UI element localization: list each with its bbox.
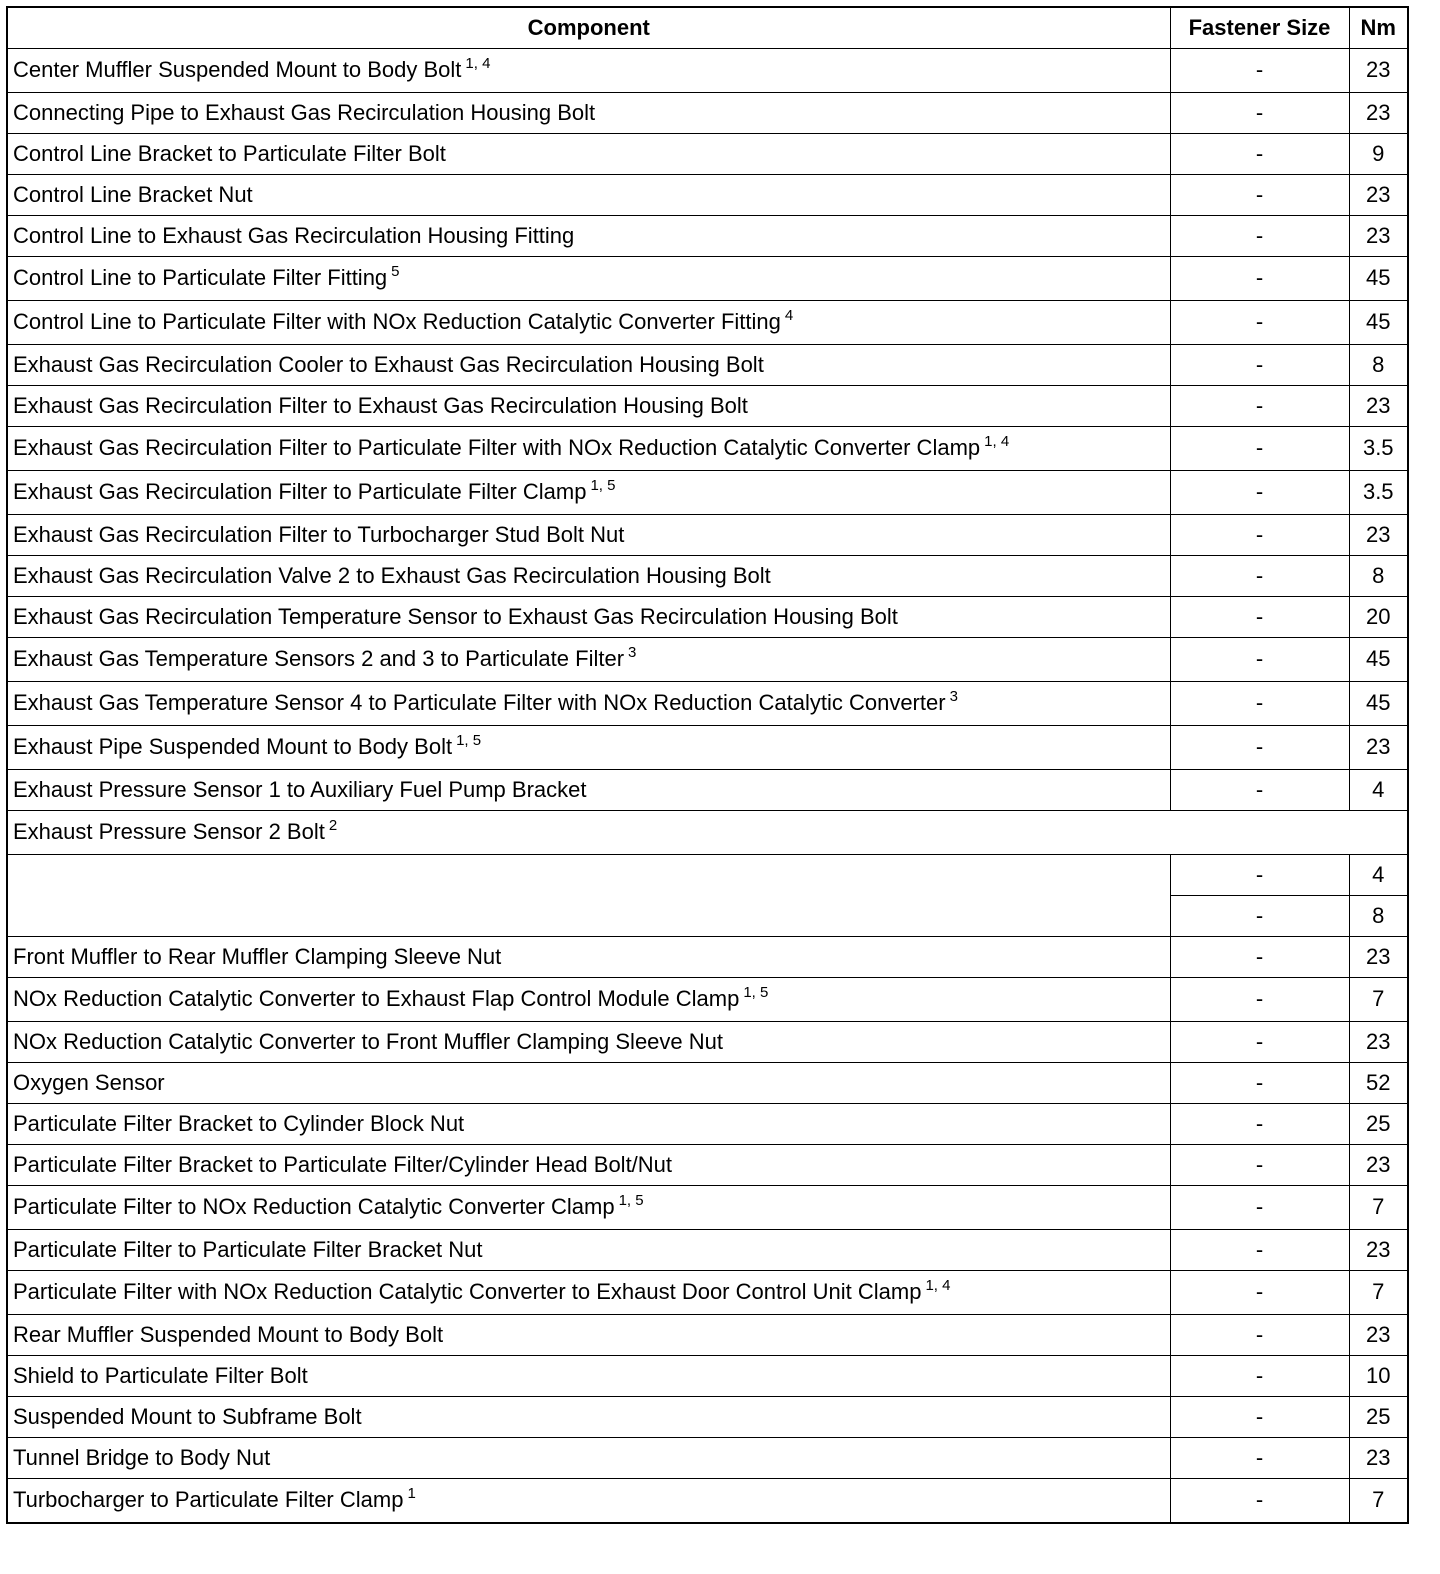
group-component-cell <box>7 811 1408 855</box>
fastener-size-cell: - <box>1170 134 1349 175</box>
table-row <box>7 471 1408 515</box>
table-row <box>7 386 1408 427</box>
footnote-ref: 3 <box>628 644 637 662</box>
footnote-ref: 5 <box>391 263 400 281</box>
nm-cell: 45 <box>1349 638 1408 682</box>
footnote-ref: 3 <box>949 688 958 706</box>
fastener-size-cell: - <box>1170 1230 1349 1271</box>
fastener-size-cell: - <box>1170 49 1349 93</box>
fastener-size-cell: - <box>1170 855 1349 896</box>
table-row <box>7 1271 1408 1315</box>
component-cell <box>7 257 1170 301</box>
fastener-size-cell: - <box>1170 726 1349 770</box>
header-fastener-size: Fastener Size <box>1170 7 1349 49</box>
component-cell <box>7 175 1170 216</box>
table-row <box>7 134 1408 175</box>
fastener-size-cell: - <box>1170 597 1349 638</box>
table-row <box>7 1397 1408 1438</box>
table-body <box>7 49 1408 1524</box>
fastener-size-cell: - <box>1170 937 1349 978</box>
table-row <box>7 1063 1408 1104</box>
nm-cell: 8 <box>1349 556 1408 597</box>
component-text: Control Line to Exhaust Gas Recirculation Housing Fitting <box>13 222 575 248</box>
component-cell <box>7 1022 1170 1063</box>
component-cell <box>7 93 1170 134</box>
table-row <box>7 345 1408 386</box>
component-cell <box>7 726 1170 770</box>
table-row <box>7 1104 1408 1145</box>
nm-cell: 52 <box>1349 1063 1408 1104</box>
component-cell <box>7 770 1170 811</box>
component-cell <box>7 427 1170 471</box>
component-text: Turbocharger to Particulate Filter Clamp <box>13 1487 404 1513</box>
component-text: Shield to Particulate Filter Bolt <box>13 1362 308 1388</box>
component-cell <box>7 1479 1170 1524</box>
fastener-size-cell: - <box>1170 1145 1349 1186</box>
component-text: Exhaust Gas Recirculation Filter to Particulate Filter with NOx Reduction Catalytic Converter Clamp <box>13 435 981 461</box>
table-row <box>7 597 1408 638</box>
footnote-ref: 1, 4 <box>925 1277 951 1295</box>
nm-cell: 7 <box>1349 1186 1408 1230</box>
component-cell <box>7 471 1170 515</box>
component-text: Exhaust Pipe Suspended Mount to Body Bolt <box>13 734 453 760</box>
component-cell <box>7 937 1170 978</box>
torque-spec-table-wrapper <box>6 6 1409 1524</box>
component-text: Control Line to Particulate Filter Fitting <box>13 265 388 291</box>
nm-cell: 10 <box>1349 1356 1408 1397</box>
fastener-size-cell: - <box>1170 1438 1349 1479</box>
component-text: Exhaust Gas Recirculation Cooler to Exhaust Gas Recirculation Housing Bolt <box>13 351 764 377</box>
table-row <box>7 93 1408 134</box>
nm-cell: 25 <box>1349 1397 1408 1438</box>
component-cell <box>7 1356 1170 1397</box>
nm-cell: 3.5 <box>1349 427 1408 471</box>
table-row <box>7 257 1408 301</box>
nm-cell: 23 <box>1349 1022 1408 1063</box>
component-cell <box>7 1315 1170 1356</box>
component-text: Suspended Mount to Subframe Bolt <box>13 1403 362 1429</box>
fastener-size-cell: - <box>1170 978 1349 1022</box>
component-cell <box>7 301 1170 345</box>
component-text: Particulate Filter with NOx Reduction Catalytic Converter to Exhaust Door Control Unit Clamp <box>13 1279 922 1305</box>
fastener-size-cell: - <box>1170 515 1349 556</box>
fastener-size-cell: - <box>1170 638 1349 682</box>
table-row <box>7 49 1408 93</box>
nm-cell: 8 <box>1349 345 1408 386</box>
component-text: Exhaust Pressure Sensor 1 to Auxiliary Fuel Pump Bracket <box>13 776 587 802</box>
component-text: Exhaust Gas Recirculation Filter to Exhaust Gas Recirculation Housing Bolt <box>13 392 748 418</box>
fastener-size-cell: - <box>1170 1271 1349 1315</box>
table-row <box>7 1479 1408 1524</box>
header-nm: Nm <box>1349 7 1408 49</box>
fastener-size-cell: - <box>1170 1104 1349 1145</box>
nm-cell: 4 <box>1349 770 1408 811</box>
footnote-ref: 1, 4 <box>984 433 1010 451</box>
component-text: Exhaust Gas Recirculation Filter to Turbocharger Stud Bolt Nut <box>13 521 625 547</box>
footnote-ref: 1, 4 <box>465 55 491 73</box>
component-cell <box>7 1230 1170 1271</box>
nm-cell: 23 <box>1349 93 1408 134</box>
fastener-size-cell: - <box>1170 427 1349 471</box>
nm-cell: 23 <box>1349 386 1408 427</box>
nm-cell: 45 <box>1349 682 1408 726</box>
table-row <box>7 1145 1408 1186</box>
nm-cell: 7 <box>1349 978 1408 1022</box>
fastener-size-cell: - <box>1170 1022 1349 1063</box>
fastener-size-cell: - <box>1170 175 1349 216</box>
table-row <box>7 726 1408 770</box>
header-component: Component <box>7 7 1170 49</box>
nm-cell: 4 <box>1349 855 1408 896</box>
table-row <box>7 1230 1408 1271</box>
table-row <box>7 1315 1408 1356</box>
component-text: Particulate Filter Bracket to Particulate Filter/Cylinder Head Bolt/Nut <box>13 1151 673 1177</box>
component-cell <box>7 638 1170 682</box>
component-text: Exhaust Gas Temperature Sensor 4 to Particulate Filter with NOx Reduction Catalytic Converter <box>13 690 946 716</box>
component-cell <box>7 1397 1170 1438</box>
nm-cell: 23 <box>1349 1315 1408 1356</box>
fastener-size-cell: - <box>1170 257 1349 301</box>
component-text: Front Muffler to Rear Muffler Clamping Sleeve Nut <box>13 943 502 969</box>
component-text: Connecting Pipe to Exhaust Gas Recirculation Housing Bolt <box>13 99 596 125</box>
component-cell <box>7 1145 1170 1186</box>
group-blank-cell <box>7 855 1170 937</box>
table-row <box>7 770 1408 811</box>
nm-cell: 23 <box>1349 1230 1408 1271</box>
table-row <box>7 556 1408 597</box>
footnote-ref: 2 <box>328 817 338 835</box>
component-cell <box>7 682 1170 726</box>
footnote-ref: 4 <box>784 307 794 325</box>
nm-cell: 9 <box>1349 134 1408 175</box>
component-text: NOx Reduction Catalytic Converter to Front Muffler Clamping Sleeve Nut <box>13 1028 723 1054</box>
footnote-ref: 1, 5 <box>618 1192 644 1210</box>
nm-cell: 23 <box>1349 726 1408 770</box>
fastener-size-cell: - <box>1170 556 1349 597</box>
component-text: Particulate Filter Bracket to Cylinder Block Nut <box>13 1110 465 1136</box>
component-text: NOx Reduction Catalytic Converter to Exhaust Flap Control Module Clamp <box>13 986 740 1012</box>
nm-cell: 25 <box>1349 1104 1408 1145</box>
component-text: Center Muffler Suspended Mount to Body Bolt <box>13 57 462 83</box>
nm-cell: 23 <box>1349 515 1408 556</box>
component-text: Exhaust Gas Temperature Sensors 2 and 3 to Particulate Filter <box>13 646 625 672</box>
fastener-size-cell: - <box>1170 345 1349 386</box>
component-cell <box>7 515 1170 556</box>
nm-cell: 23 <box>1349 1438 1408 1479</box>
component-cell <box>7 1063 1170 1104</box>
component-text: Control Line Bracket to Particulate Filter Bolt <box>13 140 446 166</box>
footnote-ref: 1, 5 <box>743 984 769 1002</box>
component-text: Particulate Filter to Particulate Filter Bracket Nut <box>13 1236 483 1262</box>
table-row <box>7 427 1408 471</box>
group-component-text: Exhaust Pressure Sensor 2 Bolt <box>13 819 325 845</box>
fastener-size-cell: - <box>1170 770 1349 811</box>
table-row <box>7 1022 1408 1063</box>
component-text: Exhaust Gas Recirculation Filter to Particulate Filter Clamp <box>13 479 587 505</box>
fastener-size-cell: - <box>1170 301 1349 345</box>
group-subrow <box>7 855 1408 896</box>
component-cell <box>7 134 1170 175</box>
fastener-size-cell: - <box>1170 471 1349 515</box>
fastener-size-cell: - <box>1170 1063 1349 1104</box>
component-cell <box>7 1104 1170 1145</box>
table-row <box>7 638 1408 682</box>
torque-spec-table <box>6 6 1409 1524</box>
component-text: Exhaust Gas Recirculation Valve 2 to Exhaust Gas Recirculation Housing Bolt <box>13 562 771 588</box>
fastener-size-cell: - <box>1170 1186 1349 1230</box>
component-text: Control Line Bracket Nut <box>13 181 253 207</box>
component-text: Rear Muffler Suspended Mount to Body Bolt <box>13 1321 444 1347</box>
nm-cell: 45 <box>1349 257 1408 301</box>
table-row <box>7 682 1408 726</box>
component-cell <box>7 1271 1170 1315</box>
fastener-size-cell: - <box>1170 682 1349 726</box>
nm-cell: 8 <box>1349 896 1408 937</box>
fastener-size-cell: - <box>1170 1479 1349 1524</box>
table-row <box>7 216 1408 257</box>
nm-cell: 23 <box>1349 1145 1408 1186</box>
table-row <box>7 515 1408 556</box>
component-text: Control Line to Particulate Filter with NOx Reduction Catalytic Converter Fitting <box>13 309 781 335</box>
nm-cell: 20 <box>1349 597 1408 638</box>
component-cell <box>7 1186 1170 1230</box>
component-cell <box>7 49 1170 93</box>
nm-cell: 3.5 <box>1349 471 1408 515</box>
footnote-ref: 1, 5 <box>590 477 616 495</box>
component-cell <box>7 978 1170 1022</box>
header-row <box>7 7 1408 49</box>
component-cell <box>7 1438 1170 1479</box>
nm-cell: 23 <box>1349 175 1408 216</box>
fastener-size-cell: - <box>1170 386 1349 427</box>
nm-cell: 23 <box>1349 216 1408 257</box>
component-text: Oxygen Sensor <box>13 1069 165 1095</box>
fastener-size-cell: - <box>1170 216 1349 257</box>
table-row <box>7 1186 1408 1230</box>
table-row <box>7 301 1408 345</box>
component-text: Exhaust Gas Recirculation Temperature Sensor to Exhaust Gas Recirculation Housing Bolt <box>13 603 898 629</box>
fastener-size-cell: - <box>1170 93 1349 134</box>
fastener-size-cell: - <box>1170 896 1349 937</box>
nm-cell: 23 <box>1349 49 1408 93</box>
nm-cell: 7 <box>1349 1479 1408 1524</box>
component-cell <box>7 216 1170 257</box>
footnote-ref: 1 <box>407 1485 416 1503</box>
table-row <box>7 978 1408 1022</box>
table-row <box>7 1356 1408 1397</box>
table-row <box>7 937 1408 978</box>
fastener-size-cell: - <box>1170 1397 1349 1438</box>
table-row <box>7 1438 1408 1479</box>
component-cell <box>7 597 1170 638</box>
fastener-size-cell: - <box>1170 1315 1349 1356</box>
component-cell <box>7 345 1170 386</box>
table-row <box>7 175 1408 216</box>
footnote-ref: 1, 5 <box>456 732 482 750</box>
nm-cell: 7 <box>1349 1271 1408 1315</box>
nm-cell: 45 <box>1349 301 1408 345</box>
component-text: Particulate Filter to NOx Reduction Catalytic Converter Clamp <box>13 1194 615 1220</box>
component-cell <box>7 556 1170 597</box>
fastener-size-cell: - <box>1170 1356 1349 1397</box>
nm-cell: 23 <box>1349 937 1408 978</box>
component-cell <box>7 386 1170 427</box>
component-text: Tunnel Bridge to Body Nut <box>13 1444 271 1470</box>
group-header-row <box>7 811 1408 855</box>
